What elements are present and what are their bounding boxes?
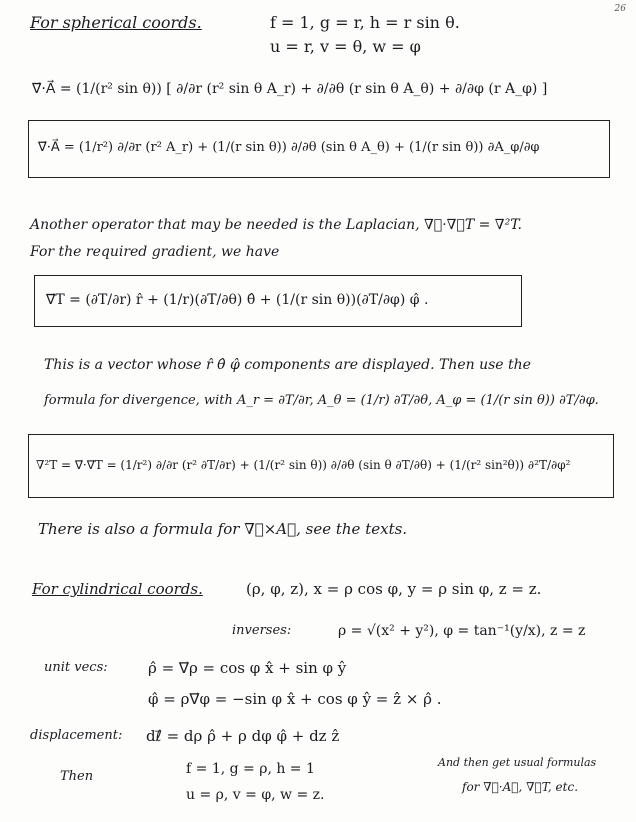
vector-components-line1: This is a vector whose r̂ θ̂ φ̂ components are displayed. Then use the: [44, 357, 531, 373]
closing-note-line2: for ∇⃗·A⃗, ∇⃗T, etc.: [462, 780, 579, 794]
spherical-heading: [30, 14, 202, 32]
laplacian-intro-line1: Another operator that may be needed is the Laplacian, ∇⃗·∇⃗T = ∇²T.: [30, 217, 522, 233]
unit-vector-rho: ρ̂ = ∇⃗ρ = cos φ x̂ + sin φ ŷ: [148, 659, 347, 677]
curl-note: There is also a formula for ∇⃗×A⃗, see the texts.: [38, 520, 408, 538]
spherical-divergence-general: ∇⃗·A⃗ = (1/(r² sin θ)) [ ∂/∂r (r² sin θ A_r) + ∂/∂θ (r sin θ A_θ) + ∂/∂φ (r A_φ) ]: [32, 81, 548, 97]
cylindrical-heading: [32, 580, 203, 598]
inverses-label: inverses:: [232, 623, 292, 638]
spherical-scale-factors-row2: u = r, v = θ, w = φ: [270, 37, 421, 56]
cylindrical-heading-text: For cylindrical coords.: [32, 580, 203, 598]
spherical-gradient-boxed: ∇⃗T = (∂T/∂r) r̂ + (1/r)(∂T/∂θ) θ̂ + (1/(r sin θ))(∂T/∂φ) φ̂ .: [46, 292, 429, 308]
displacement-label: displacement:: [30, 728, 123, 743]
inverses-formulas: ρ = √(x² + y²), φ = tan⁻¹(y/x), z = z: [338, 623, 586, 639]
spherical-heading-text: For spherical coords.: [30, 13, 202, 32]
displacement-formula: dℓ⃗ = dρ ρ̂ + ρ dφ φ̂ + dz ẑ: [146, 727, 340, 745]
closing-note-line1: And then get usual formulas: [438, 756, 597, 769]
cylindrical-coords: (ρ, φ, z), x = ρ cos φ, y = ρ sin φ, z = z.: [246, 580, 542, 598]
then-label: Then: [60, 769, 94, 784]
cylindrical-scale-factors-row1: f = 1, g = ρ, h = 1: [186, 761, 315, 777]
unit-vector-phi: φ̂ = ρ∇⃗φ = −sin φ x̂ + cos φ ŷ = ẑ × ρ̂ .: [148, 690, 442, 708]
unit-vecs-label: unit vecs:: [44, 660, 108, 675]
cylindrical-scale-factors-row2: u = ρ, v = φ, w = z.: [186, 787, 325, 803]
vector-components-line2: formula for divergence, with A_r = ∂T/∂r, A_θ = (1/r) ∂T/∂θ, A_φ = (1/(r sin θ)) ∂T/∂φ.: [44, 393, 599, 408]
spherical-divergence-boxed: ∇⃗·A⃗ = (1/r²) ∂/∂r (r² A_r) + (1/(r sin θ)) ∂/∂θ (sin θ A_θ) + (1/(r sin θ)) ∂A_φ/∂φ: [38, 140, 540, 155]
page-number: 26: [614, 4, 626, 14]
laplacian-intro-line2: For the required gradient, we have: [30, 244, 280, 260]
spherical-scale-factors-row1: f = 1, g = r, h = r sin θ.: [270, 13, 460, 32]
spherical-laplacian-boxed: ∇²T = ∇⃗·∇⃗T = (1/r²) ∂/∂r (r² ∂T/∂r) + (1/(r² sin θ)) ∂/∂θ (sin θ ∂T/∂θ) + (1/(r² sin²θ)) ∂²T/∂φ²: [36, 458, 571, 472]
